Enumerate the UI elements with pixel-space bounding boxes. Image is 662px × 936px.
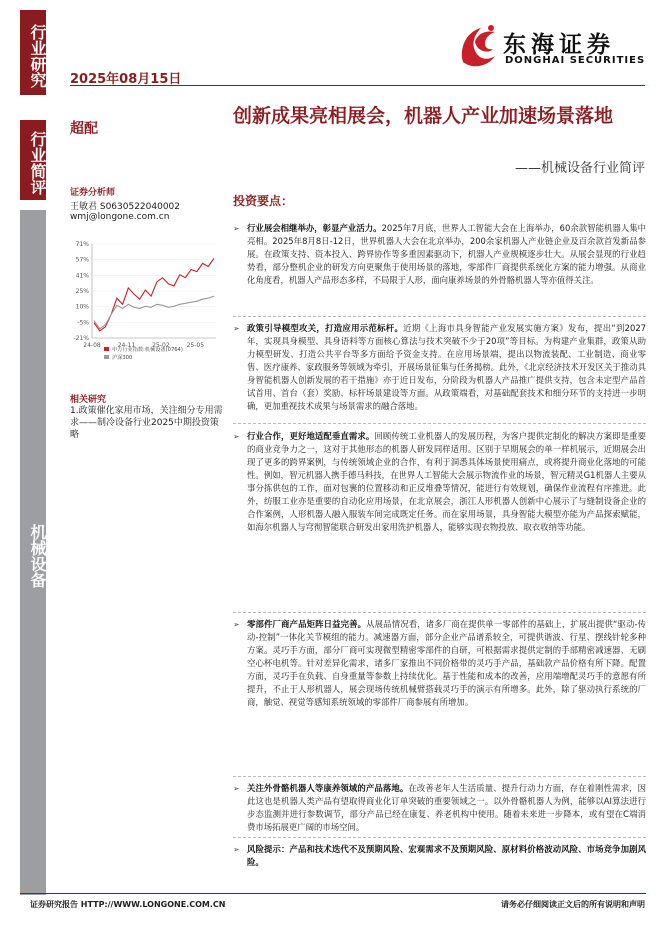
bullet-item <box>233 618 646 709</box>
divider <box>233 776 646 777</box>
bullet-bold: 零部件厂商产品矩阵日益完善。 <box>247 619 367 629</box>
analyst-name: 王敏君 S0630522040002 <box>70 202 181 212</box>
report-date: 2025年08月15日 <box>70 72 182 87</box>
legend-swatch <box>104 355 109 359</box>
bullet-bold: 关注外骨骼机器人等康养领域的产品落地。 <box>247 783 409 793</box>
arrow-bullet-icon: ➢ <box>233 620 240 629</box>
bullet-text: 从展品情况看，诸多厂商在提供单一零部件的基础上，扩展出提供“驱动-传动-控制”一体化关节模组的能力。减速器方面，部分企业产品谱系较全，可提供谐波、行星、摆线针轮多种方案。灵巧手方面，部分厂商可实现微型精密零部件的自研，可根据需求提供定制的手部精密减速器、无刷空心杯电机等。针对差异化需求，诸多厂家推出不同价格带的灵巧手产品，基础款产品价格有所下降。配置方面，灵巧手在负载、自身重量等参数上持续优化。基于性能和成本的改善，应用端增配灵巧手的意愿有所提升，不止于人形机器人，展会现场传统机械臂搭载灵巧手的演示有所增多。此外，除了驱动执行系统的厂商，触觉、视觉等感知系统领域的零部件厂商参展有所增加。 <box>247 619 647 707</box>
bullet-bold: 行业展会相继举办，彰显产业活力。 <box>247 223 382 233</box>
bullet-text: 2025年7月底，世界人工智能大会在上海举办，60余款智能机器人集中亮相。2025年8月8日-12日，世界机器人大会在北京举办，200余家机器人产业链企业及百余款首发新品参展。在政策支持、资本投入、跨界协作等多重因素驱动下，机器人产业规模逐步壮大。从展会显现的行业趋势看，部分整机企业的研发方向更聚焦于使用场景的落地，零部件厂商提供系统化方案的能力增强。从商业化角度看，机器人产品形态多样，不局限于人形，面向康养场景的外骨骼机器人等亦值得关注。 <box>247 223 646 285</box>
x-tick-label: 24-08 <box>83 342 101 349</box>
x-tick-label: 25-02 <box>152 342 170 349</box>
bullet-item <box>233 430 646 534</box>
bullet-text: 回顾传统工业机器人的发展历程，为客户提供定制化的解决方案即是重要的商业竞争力之一，这对于其他形态的机器人研发同样适用。区别于早期展会的单一样机展示，近期展会出现了更多的跨界案例，与传统领域企业的合作，有利于洞悉具体场景使用痛点，或将提升商业化落地的可能性。例如，智元机器人携手德马科技，在世界人工智能大会展示物流作业的场景，智元精灵G1机器人主要从事分拣供包的工作，面对包裹的位置移动和正反堆叠等情况，能进行有效规划，确保作业流程有序推进。此外，纺服工业亦是重要的自动化应用场景，在北京展会，浙江人形机器人创新中心展示了与缝制设备企业的合作案例，人形机器人融入服装车间完成既定任务。而在家用场景，具身智能大模型亦能为产品探索赋能，如海尔机器人与穹彻智能联合研发出家用洗护机器人，能够实现衣物投放、取衣收纳等功能。 <box>247 431 647 532</box>
bullet-bold: 行业合作，更好地适配垂直需求。 <box>247 431 375 441</box>
report-title: 创新成果亮相展会，机器人产业加速场景落地 <box>233 105 614 127</box>
performance-chart <box>68 238 220 378</box>
side-tab-industry-research: 行业研究 <box>20 10 46 95</box>
side-tab-industry-brief: 行业简评 <box>20 120 46 200</box>
logo-mark-icon <box>455 22 501 70</box>
bullet-bold: 政策引导模型攻关，打造应用示范标杆。 <box>247 323 404 333</box>
analyst-email[interactable]: wmj@longone.com.cn <box>70 212 170 222</box>
series-line <box>94 296 214 329</box>
divider <box>233 837 646 838</box>
footer-rule <box>20 893 646 894</box>
bullet-text: 近期《上海市具身智能产业发展实施方案》发布，提出“到2027年，实现具身模型、具身语料等方面核心算法与技术突破不少于20项”等目标。为构建产业集群，政策从助力模型研发、打造公共平台等多方面给予资金支持。在应用场景端，提出以物流装配、工业制造、商业零售、医疗康养、家政服务等领域为牵引，开展场景征集与任务揭榜。此外，《北京经济技术开发区关于推动具身智能机器人创新发展的若干措施》亦于近日发布，分阶段为机器人产品推广提供支持，包含未定型产品首试首用、首台（套）奖励、标杆场景建设等方面。从政策端看，对基础配套技术和细分环节的支持进一步明确，更加重视技术成果与场景需求的融合落地。 <box>247 323 646 411</box>
related-item[interactable]: 1.政策催化家用市场，关注细分专用需求——制冷设备行业2025中期投资策略 <box>70 406 223 440</box>
bullet-text: 在改善老年人生活质量、提升行动力方面，存在着刚性需求，因此这也是机器人类产品有望取得商业化订单突破的重要领域之一。以外骨骼机器人为例，能够以AI算法进行步态监测并进行参数调节，部分产品已经在康复、养老机构中使用。随着未来进一步降本，或有望在C端消费市场拓展更广阔的市场空间。 <box>247 783 646 832</box>
footer-left[interactable]: 证券研究报告 HTTP://WWW.LONGONE.COM.CN <box>30 900 226 909</box>
logo-cn-text: 东海证券 <box>503 32 615 58</box>
y-tick-label: -5% <box>77 319 89 327</box>
investment-heading: 投资要点： <box>233 194 294 208</box>
analyst-heading: 证券分析师 <box>70 188 116 198</box>
bullet-bold: 风险提示：产品和技术迭代不及预期风险、宏观需求不及预期风险、原材料价格波动风险、市场竞争加剧风险。 <box>247 844 646 867</box>
bullet-item <box>233 843 646 869</box>
logo-en-text: DONGHAI SECURITIES <box>505 55 646 66</box>
divider <box>233 316 646 317</box>
arrow-bullet-icon: ➢ <box>233 784 240 793</box>
x-tick-label: 24-11 <box>117 342 136 349</box>
legend-swatch <box>104 347 109 351</box>
bullet-item <box>233 782 646 834</box>
y-tick-label: -21% <box>73 335 89 342</box>
y-tick-label: 57% <box>75 256 89 264</box>
performance-chart-svg <box>68 238 220 378</box>
side-tab-machinery: 机械设备 <box>20 210 46 895</box>
bullet-item <box>233 322 646 413</box>
rating: 超配 <box>70 121 98 137</box>
arrow-bullet-icon: ➢ <box>233 432 240 441</box>
footer-disclaimer: 请务必仔细阅读正文后的所有说明和声明 <box>501 900 645 909</box>
legend-label: 申万行业指数:机械设备(0764) <box>112 347 183 353</box>
y-tick-label: 71% <box>75 241 89 248</box>
company-logo <box>455 22 645 74</box>
divider <box>233 423 646 424</box>
legend-label: 沪深300 <box>112 355 133 361</box>
report-subtitle: ——机械设备行业简评 <box>514 161 645 176</box>
x-tick-label: 25-05 <box>186 342 205 349</box>
arrow-bullet-icon: ➢ <box>233 845 240 854</box>
bullet-item <box>233 222 646 287</box>
y-tick-label: 41% <box>75 272 89 280</box>
related-heading: 相关研究 <box>70 395 107 405</box>
y-tick-label: 10% <box>75 303 89 311</box>
arrow-bullet-icon: ➢ <box>233 224 240 233</box>
divider <box>233 612 646 613</box>
y-tick-label: 25% <box>75 288 89 295</box>
arrow-bullet-icon: ➢ <box>233 324 240 333</box>
header-rule <box>70 85 645 86</box>
series-line <box>94 258 214 331</box>
